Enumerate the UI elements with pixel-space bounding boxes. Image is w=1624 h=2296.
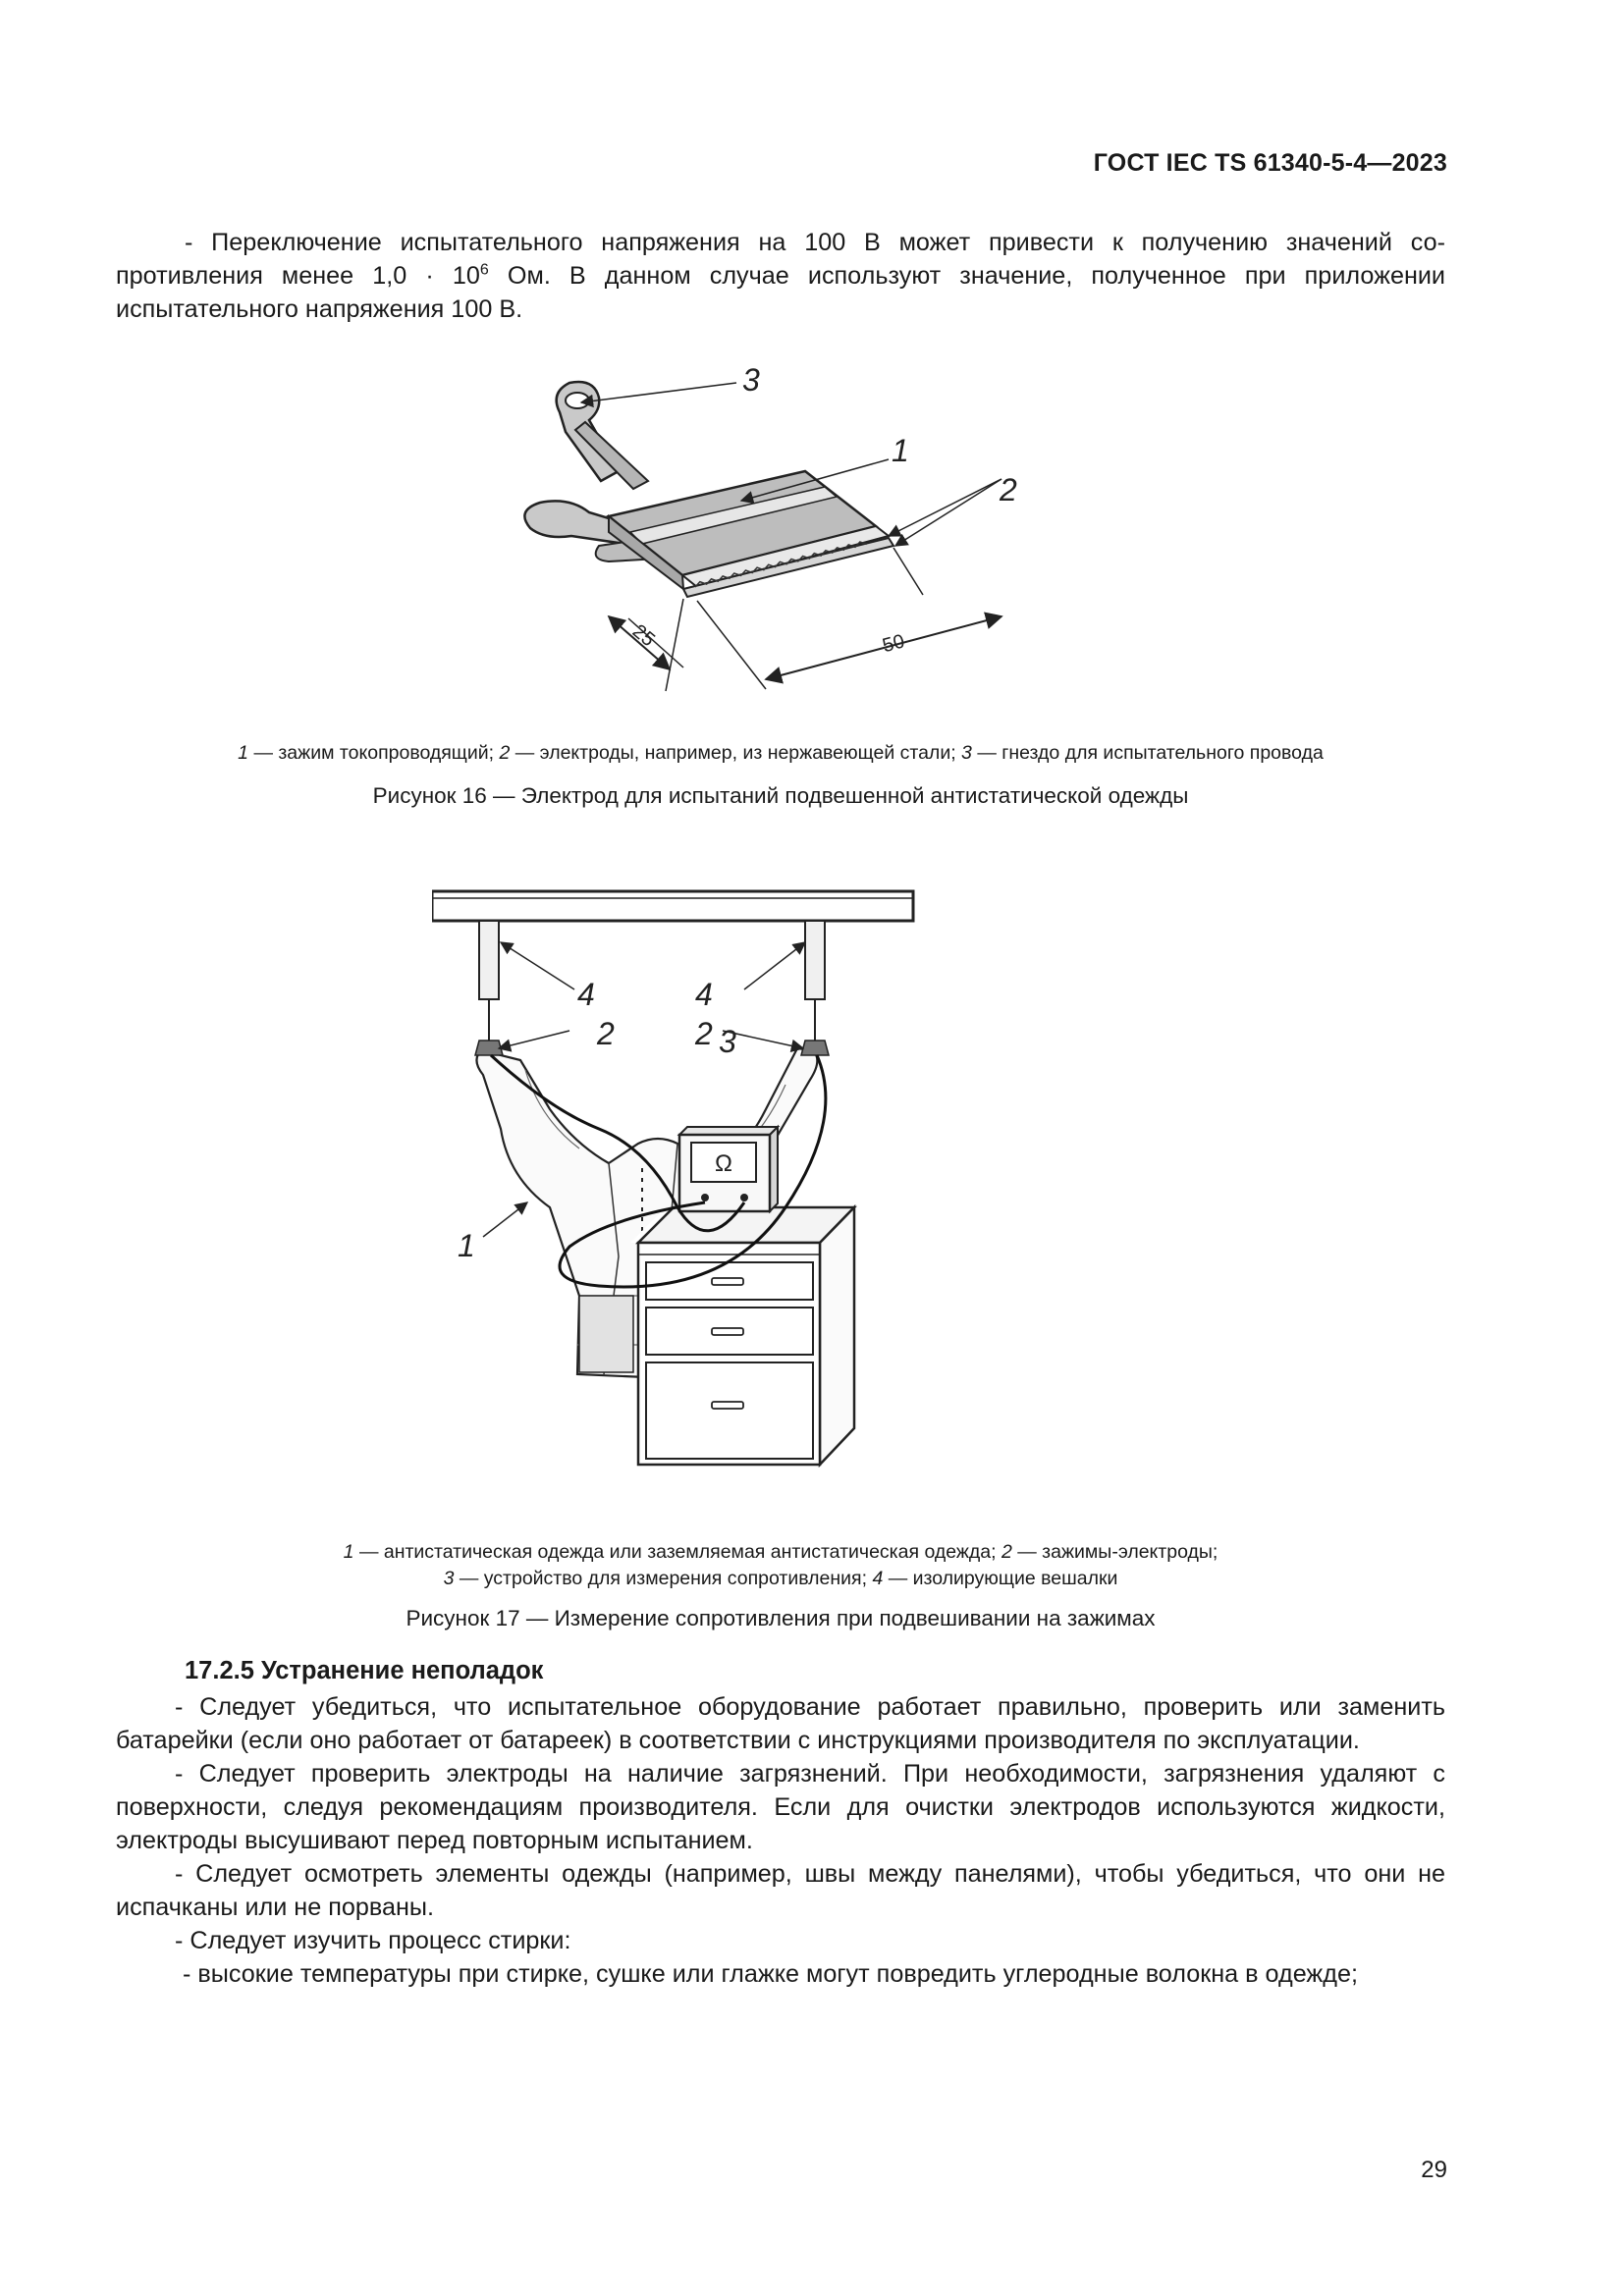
figure-17-title: Рисунок 17 — Измерение сопротивления при подвешивании на зажимах — [406, 1606, 1156, 1630]
legend-num: 3 — [443, 1568, 455, 1589]
figure-16-drawing — [491, 353, 1100, 697]
legend-text: — электроды, например, из нержавеющей стали; — [510, 742, 962, 764]
troubleshooting-item-4: - Следует изучить процесс стирки: — [175, 1927, 571, 1954]
figure-17-drawing — [432, 883, 1159, 1492]
label-1: 1 — [892, 433, 909, 468]
figure-16-title: Рисунок 16 — Электрод для испытаний подвешенной антистатической одежды — [372, 783, 1189, 808]
legend-text: — гнездо для испытательного провода — [971, 742, 1324, 764]
legend-num: 3 — [961, 742, 972, 764]
dimension-25: 25 — [627, 620, 660, 652]
troubleshooting-item-3: - Следует осмотреть элементы одежды (например, швы между панелями), чтобы убедиться, что они не испачканы или не порваны. — [116, 1860, 1445, 1921]
figure-17-legend — [116, 1539, 1445, 1592]
leader-2a — [499, 1031, 569, 1048]
legend-text: — зажим токопроводящий; — [248, 742, 500, 764]
legend-text: — зажимы-электроды; — [1011, 1541, 1218, 1563]
legend-text: — изолирующие вешалки — [883, 1568, 1118, 1589]
clip-handle-upper — [557, 382, 648, 489]
legend-text: — устройство для измерения сопротивления; — [454, 1568, 873, 1589]
leader-line-2a — [889, 479, 1001, 536]
label-3: 3 — [742, 362, 760, 398]
legend-num: 2 — [499, 742, 511, 764]
figure-17-legend-line-1 — [116, 1539, 1445, 1566]
intro-paragraph — [116, 226, 1445, 326]
intro-line-2 — [116, 259, 1445, 293]
troubleshooting-subitem-1: - высокие температуры при стирке, сушке или глажке могут повредить углеродные волокна в одежде; — [183, 1960, 1358, 1988]
legend-num: 4 — [872, 1568, 884, 1589]
ceiling-bar — [432, 891, 913, 921]
troubleshooting-item-1: - Следует убедиться, что испытательное оборудование работает правильно, проверить или заменить батарейки (если оно работает от батареек) в соответствии с инструкциями производителя по эксплуатации. — [116, 1693, 1445, 1754]
leader-4a — [501, 942, 574, 989]
label-2: 2 — [1000, 472, 1017, 507]
dimension-50: 50 — [880, 630, 907, 658]
figure-16-legend — [116, 740, 1445, 767]
ohm-symbol: Ω — [715, 1150, 732, 1177]
insulating-hangers — [479, 921, 825, 1041]
label-2b: 2 — [695, 1016, 713, 1051]
legend-num: 1 — [343, 1541, 354, 1563]
intro-line-2-end: Ом. В данном случае используют значение, полученное при приложении — [488, 262, 1446, 290]
leader-4b — [744, 942, 805, 989]
label-2a: 2 — [597, 1016, 615, 1051]
troubleshooting-item-2: - Следует проверить электроды на наличие загрязнений. При необходимости, загрязнения удаляют с поверхности, следуя рекомендациям производителя. Если для очистки электродов используются жидкости, электроды высушивают перед повторным испытанием. — [116, 1760, 1445, 1854]
legend-num: 2 — [1001, 1541, 1012, 1563]
legend-text: — антистатическая одежда или заземляемая антистатическая одежда; — [353, 1541, 1001, 1563]
cabinet-visible — [630, 1207, 854, 1465]
page-number: 29 — [1421, 2157, 1447, 2183]
legend-num: 1 — [238, 742, 249, 764]
exponent: 6 — [479, 261, 489, 279]
intro-line-1: - Переключение испытательного напряжения на 100 В может привести к получению значений со- — [185, 229, 1445, 256]
label-3: 3 — [719, 1024, 736, 1059]
leader-1 — [483, 1202, 527, 1237]
label-4b: 4 — [695, 977, 713, 1012]
troubleshooting-body — [116, 1690, 1445, 1991]
intro-line-2-start: противления менее 1,0 · 10 — [116, 262, 480, 290]
label-1: 1 — [458, 1228, 475, 1263]
leader-line-2b — [895, 479, 1001, 546]
label-4a: 4 — [577, 977, 595, 1012]
leader-line-3 — [581, 383, 736, 402]
figure-17-legend-line-2 — [116, 1566, 1445, 1592]
section-heading: 17.2.5 Устранение неполадок — [185, 1657, 544, 1684]
document-code-header: ГОСТ IEC TS 61340-5-4—2023 — [1093, 149, 1447, 177]
intro-line-3: испытательного напряжения 100 В. — [116, 295, 523, 323]
